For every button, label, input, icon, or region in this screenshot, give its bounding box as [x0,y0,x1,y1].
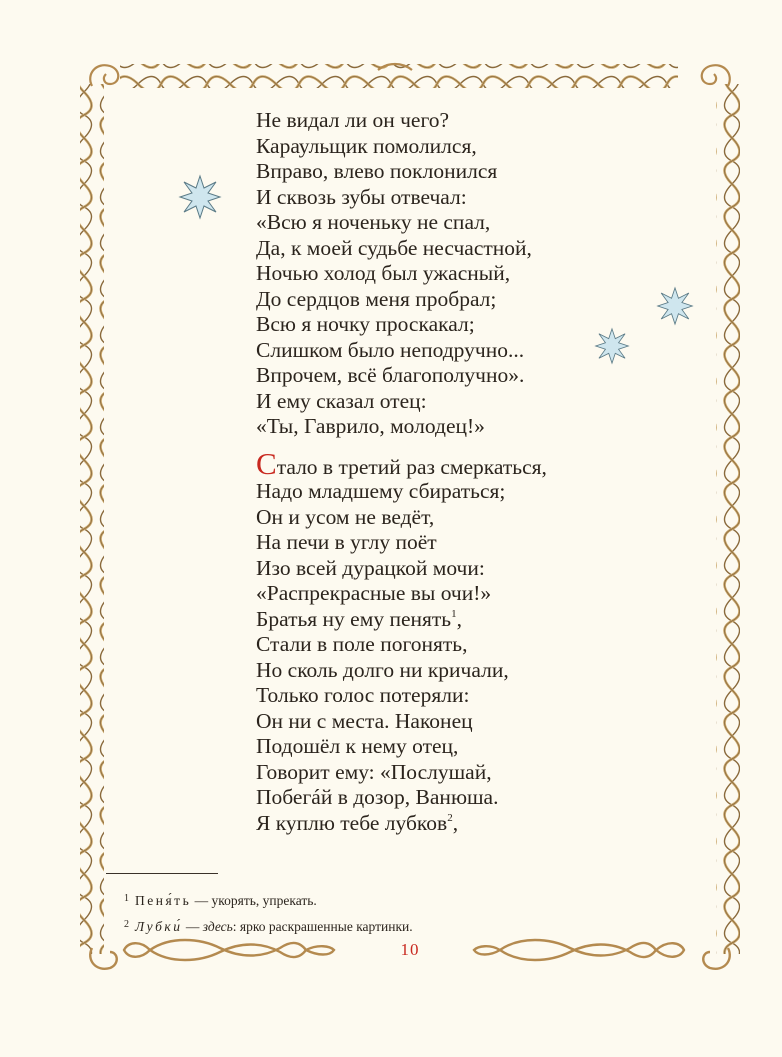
poem-line: Говорит ему: «Послушай, [256,759,492,784]
poem-line: «Распрекрасные вы очи!» [256,581,492,605]
poem-line: Не видал ли он чего? [256,108,450,132]
poem-line: Слишком было неподручно... [256,337,525,362]
stanza [256,445,616,837]
poem-line: Побегáй в дозор, Ванюша. [256,785,499,809]
poem-line: Он и усом не ведёт, [256,504,435,529]
footnote-dash: — [191,893,212,908]
poem-line: «Всю я ноченьку не спал, [256,210,491,234]
poem-text [256,108,616,836]
poem-line-text: Я куплю тебе лубков [256,810,448,835]
poem-line: На печи в углу поёт [256,530,437,554]
poem-line-text: тало в третий раз смеркаться, [276,454,547,479]
footnote-emphasis: здесь [202,919,233,934]
footnote-term: Пеня́ть [135,893,192,908]
poem-line: Подошёл к нему отец, [256,734,459,758]
poem-line: Надо младшему сбираться; [256,479,506,503]
poem-line: Вправо, влево поклонился [256,159,498,183]
drop-cap: С [256,445,277,481]
poem-line: Братья ну ему пенять$^1$, [256,606,462,631]
poem-line: И сквозь зубы отвечал: [256,184,467,209]
footnote [124,913,644,939]
poem-line: Всю я ночку проскакал; [256,312,475,336]
poem-line [256,811,616,837]
footnote-divider [106,873,218,874]
poem-line-text: Братья ну ему пенять [256,606,452,631]
snowflake-star-icon [178,174,222,220]
footnote-dash: — [182,919,203,934]
poem-line: Караульщик помолился, [256,133,477,158]
poem-line: Да, к моей судьбе несчастной, [256,235,532,260]
page-number: 10 [400,940,420,959]
poem-line: Стали в поле погонять, [256,632,468,656]
poem-line: Впрочем, всё благополучно». [256,363,525,387]
poem-line-end: , [452,810,459,835]
poem-line: Изо всей дурацкой мочи: [256,555,485,580]
stanza [256,108,616,440]
footnotes [124,887,644,939]
footnote-text: укорять, упрекать. [211,893,317,908]
poem-line: Он ни с места. Наконец [256,708,473,733]
poem-line: «Ты, Гаврило, молодец!» [256,414,485,438]
poem-line: До сердцов меня пробрал; [256,286,497,311]
poem-line: Только голос потеряли: [256,683,470,707]
footnote-marker: 1 [451,607,457,620]
footnote [124,887,644,913]
snowflake-star-icon [656,286,694,326]
footnote-term: Лубки́ [135,919,183,934]
poem-line: Но сколь долго ни кричали, [256,657,509,682]
poem-line [256,445,616,481]
footnote-text: : ярко раскрашенные картинки. [232,919,413,934]
footnote-number: 1 [124,893,129,904]
poem-line: И ему сказал отец: [256,388,427,413]
poem-line: Ночью холод был ужасный, [256,261,511,285]
footnote-marker: 2 [447,811,453,824]
footnote-number: 2 [124,919,129,930]
